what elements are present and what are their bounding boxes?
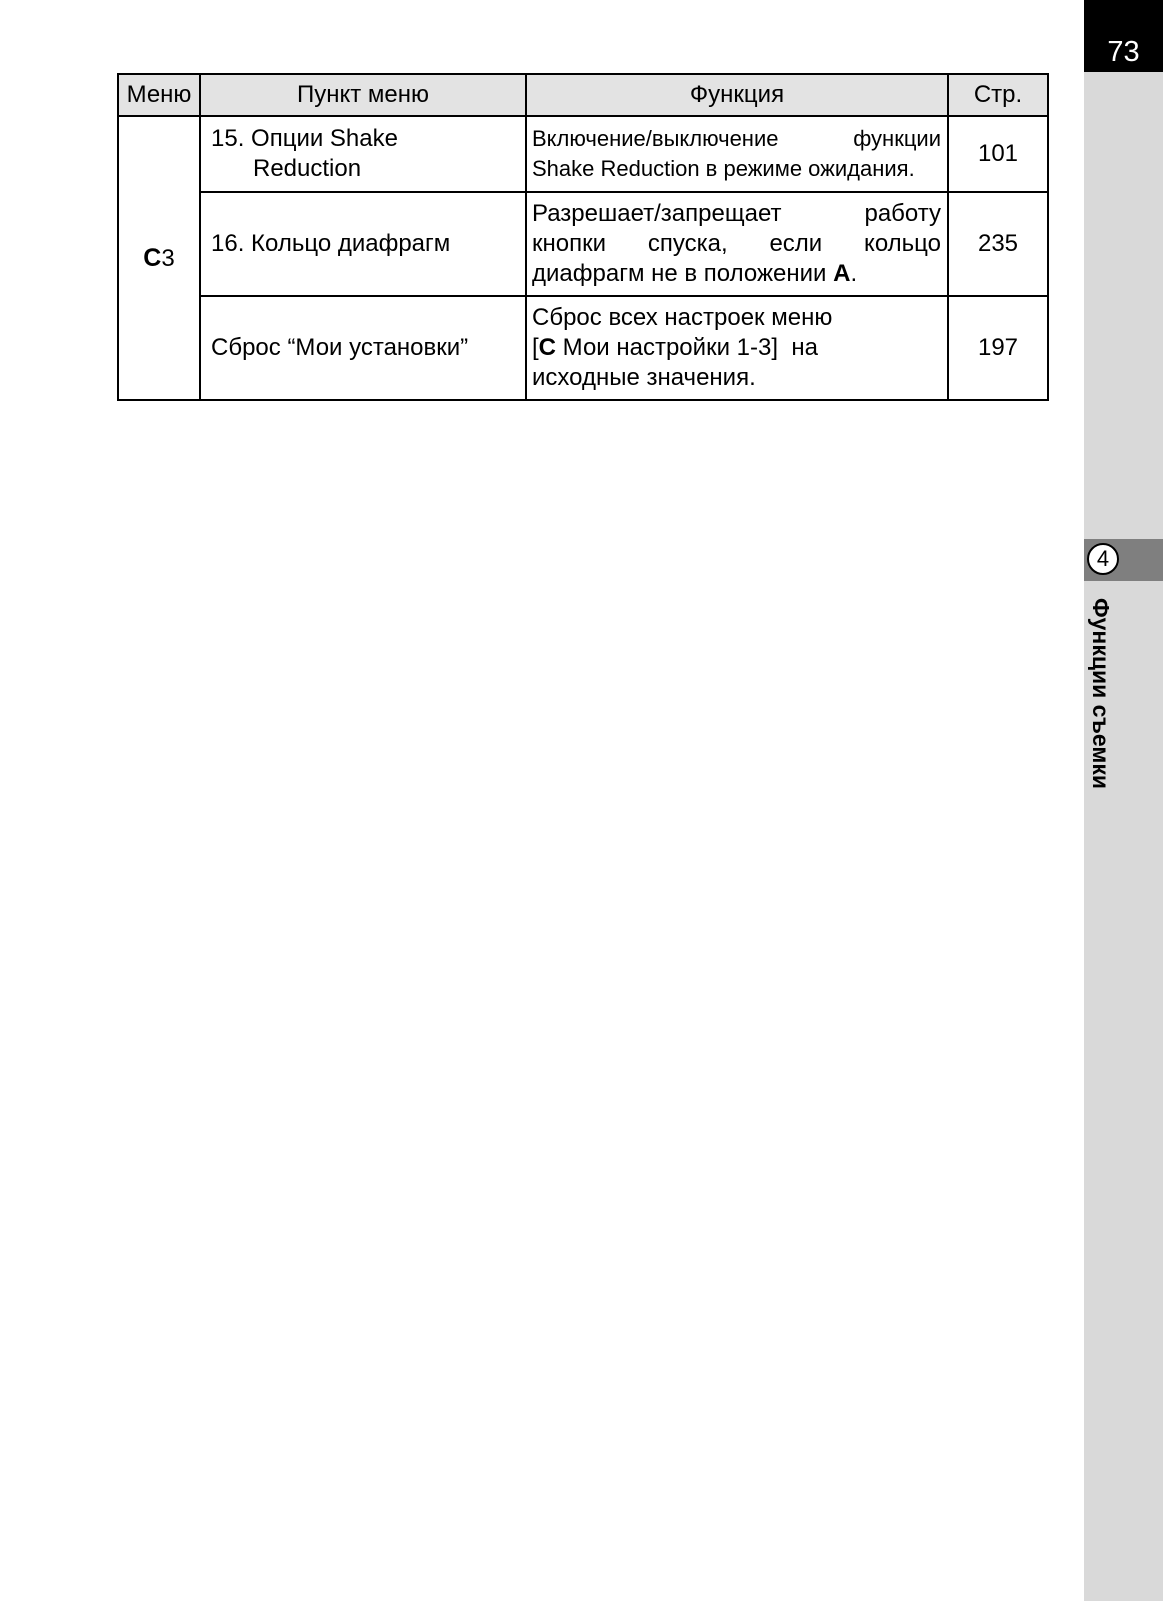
function-word: кнопки (532, 230, 607, 257)
custom-menu-symbol: C (538, 334, 557, 361)
function-line (532, 333, 941, 363)
page-number: 73 (1084, 0, 1163, 72)
table-row (118, 192, 1048, 296)
header-page: Стр. (948, 74, 1048, 116)
function-text: Мои настройки 1-3] на (556, 334, 818, 361)
page-ref: 101 (948, 116, 1048, 192)
function-cell (526, 192, 948, 296)
function-word: работу (864, 200, 941, 227)
chapter-title: Функции съемки (1088, 598, 1114, 790)
page-ref: 197 (948, 296, 1048, 400)
menu-letter: C (143, 243, 162, 272)
table-row (118, 116, 1048, 192)
function-word: если (769, 230, 823, 257)
item-line: Reduction (253, 155, 362, 182)
settings-table (117, 73, 1049, 401)
menu-group-cell (118, 116, 200, 400)
function-word: функции (853, 126, 941, 151)
item-line: 15. Опции Shake (211, 125, 398, 152)
page-ref: 235 (948, 192, 1048, 296)
function-word: спуска, (647, 230, 728, 257)
function-cell (526, 116, 948, 192)
table-header-row (118, 74, 1048, 116)
function-text: [ (532, 334, 539, 361)
function-word: Разрешает/запрещает (532, 200, 782, 227)
item-cell: Сброс “Мои установки” (200, 296, 526, 400)
function-line: Shake Reduction в режиме ожидания. (532, 156, 915, 181)
function-cell (526, 296, 948, 400)
aperture-symbol: A (833, 260, 851, 287)
header-function: Функция (526, 74, 948, 116)
chapter-number: 4 (1087, 543, 1119, 575)
function-text: . (850, 260, 858, 287)
function-line (532, 259, 941, 289)
function-word: Включение/выключение (532, 126, 779, 151)
header-item: Пункт меню (200, 74, 526, 116)
side-strip (1084, 0, 1163, 1601)
function-line: исходные значения. (532, 364, 756, 391)
function-line: Сброс всех настроек меню (532, 304, 833, 331)
function-line (532, 124, 941, 154)
item-cell: 16. Кольцо диафрагм (200, 192, 526, 296)
menu-number: 3 (161, 244, 175, 272)
table-row (118, 296, 1048, 400)
function-text: диафрагм не в положении (532, 260, 827, 287)
function-word: кольцо (864, 230, 941, 257)
function-line (532, 229, 941, 259)
item-cell (200, 116, 526, 192)
header-menu: Меню (118, 74, 200, 116)
function-line (532, 199, 941, 229)
